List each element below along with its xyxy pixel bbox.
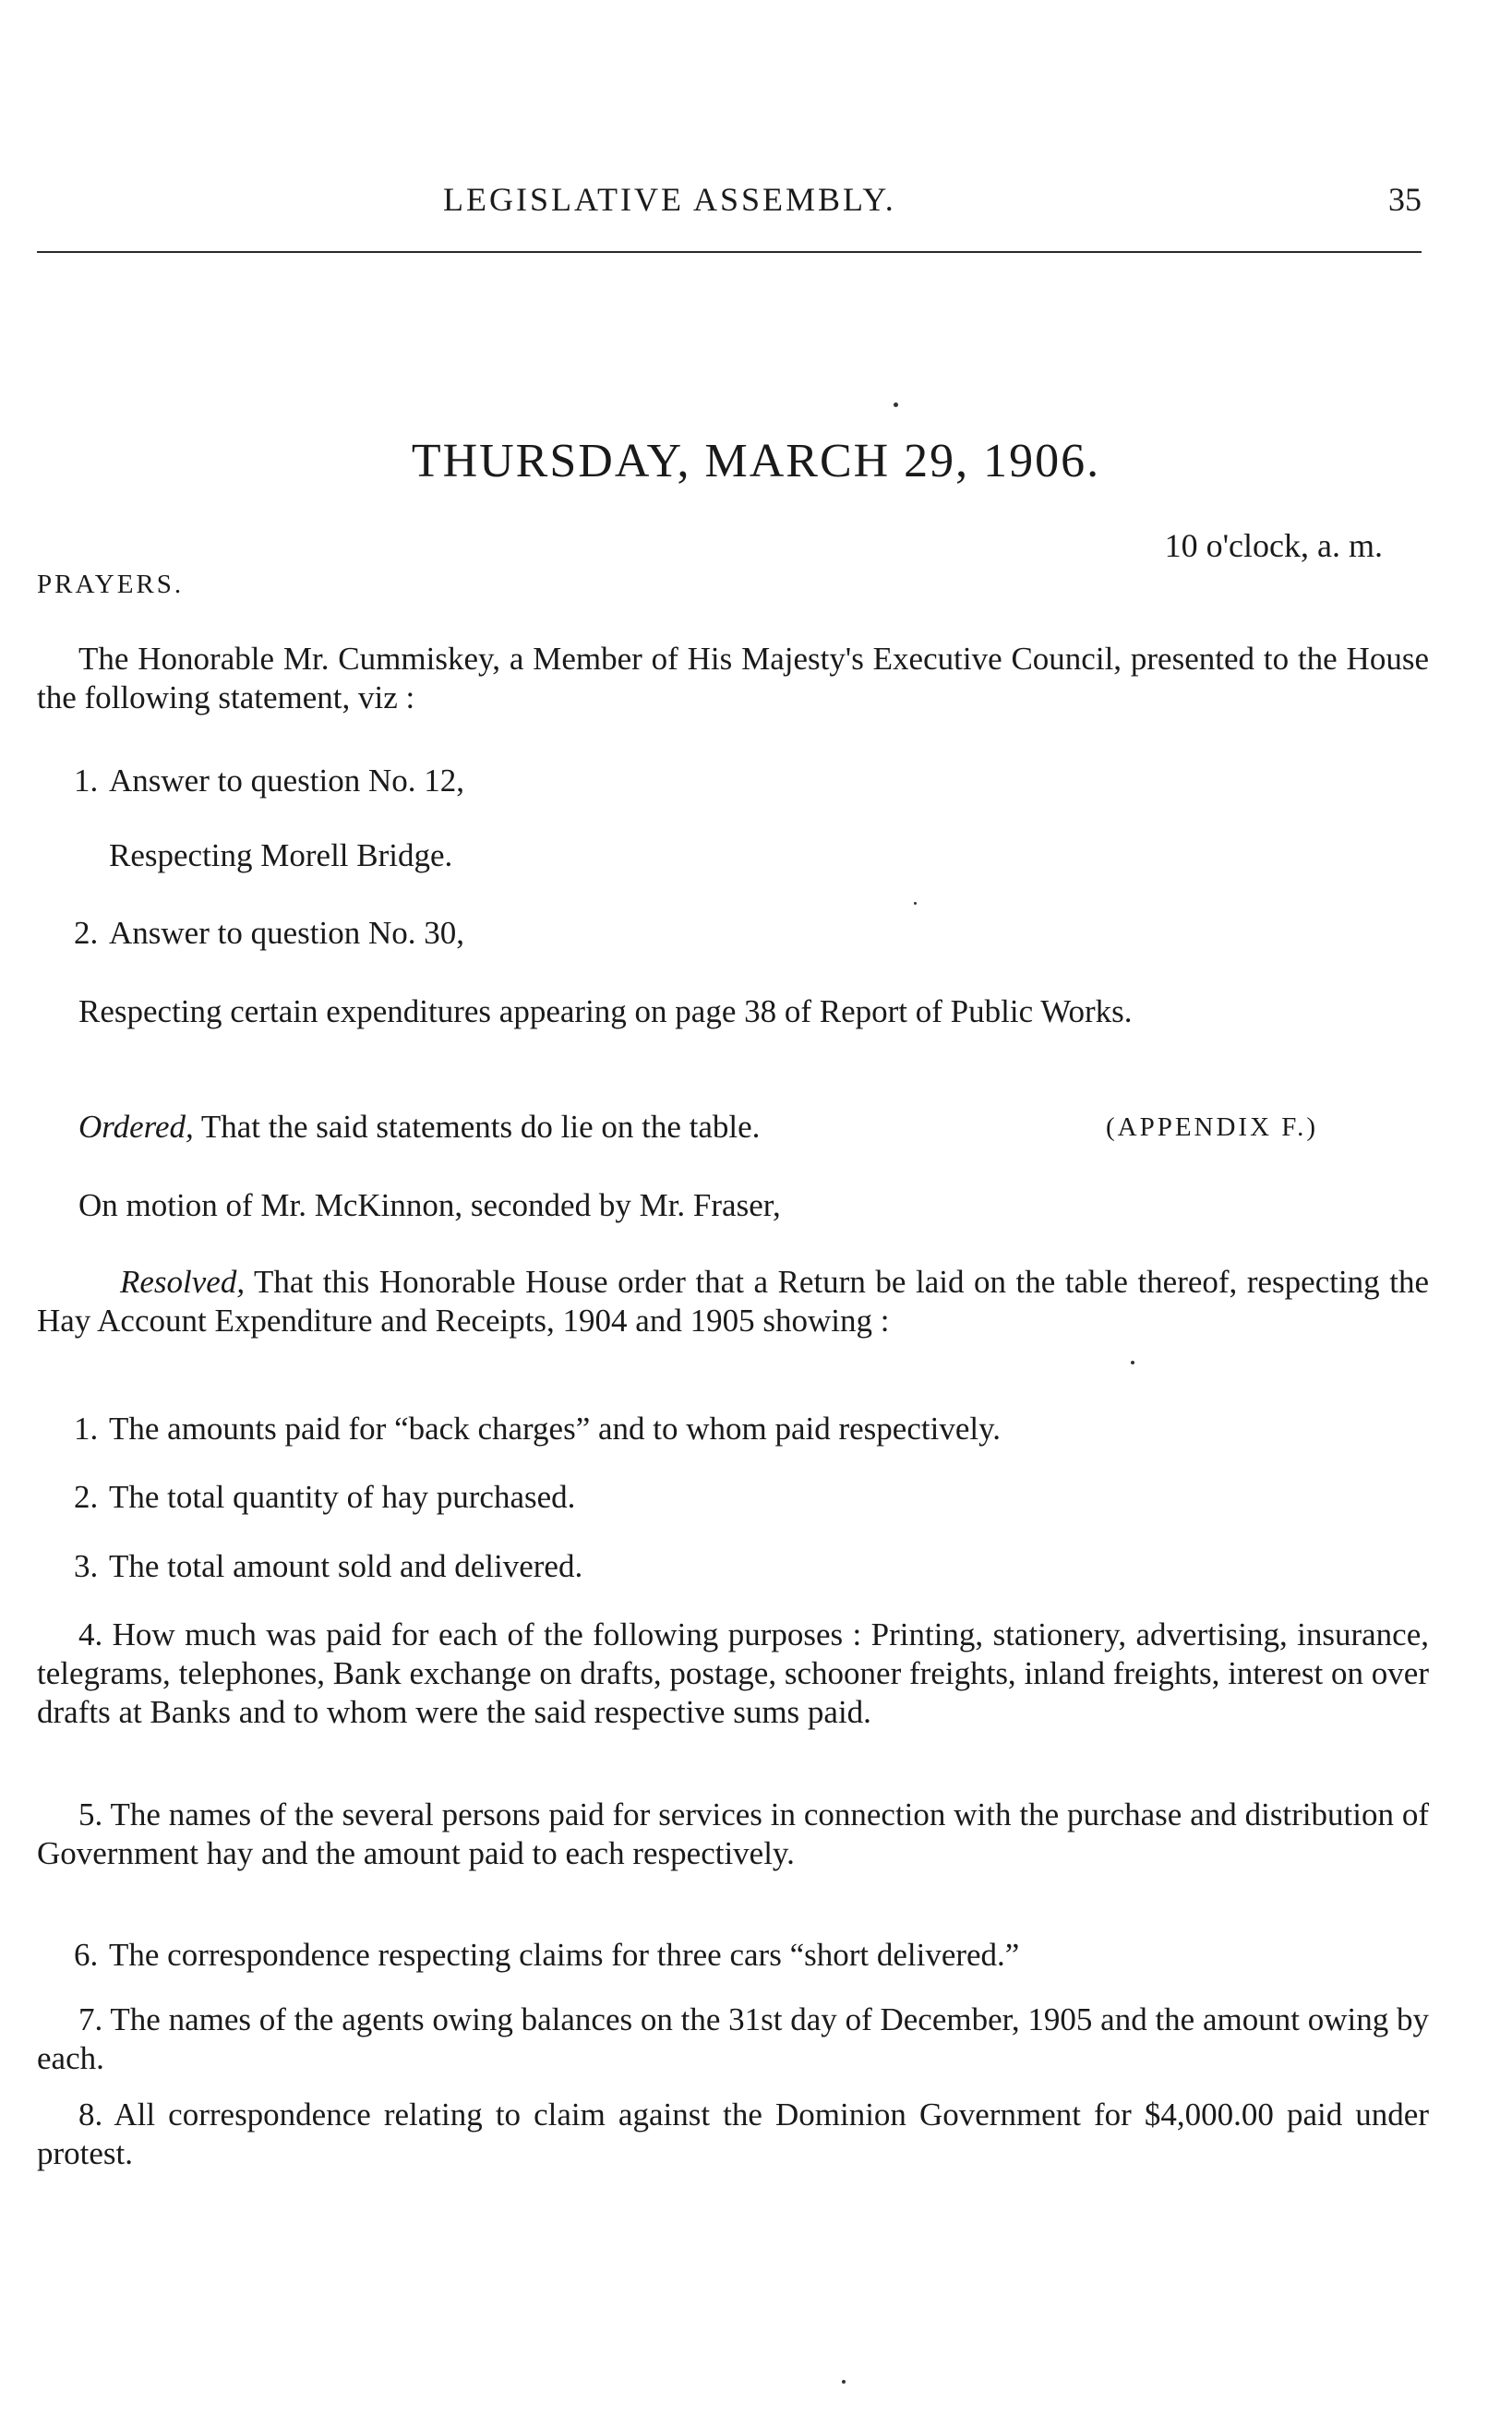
intro-paragraph: The Honorable Mr. Cummiskey, a Member of His Majesty's Executive Council, presented to the House the following statement, viz : <box>37 641 1429 715</box>
ink-speck <box>842 2380 846 2384</box>
item-number: 4. <box>78 1616 103 1652</box>
ordered-text: That the said statements do lie on the table. <box>200 1109 761 1145</box>
item-number: 3. <box>74 1548 99 1584</box>
return-item <box>37 1478 1429 1517</box>
resolved-paragraph <box>37 1263 1429 1340</box>
item-text: All correspondence relating to claim against the Dominion Government for $4,000.00 paid under protest. <box>37 2097 1429 2171</box>
item-number: 8. <box>78 2097 103 2133</box>
ink-speck <box>914 902 917 905</box>
page-header <box>37 180 1422 235</box>
item-number: 7. <box>78 2001 103 2037</box>
appendix-ref: (APPENDIX F.) <box>1105 1112 1318 1142</box>
page-number: 35 <box>1388 181 1422 218</box>
item-number: 1. <box>74 1411 99 1447</box>
return-item <box>37 1796 1429 1873</box>
running-title: LEGISLATIVE ASSEMBLY. <box>443 181 896 218</box>
item-number: 6. <box>74 1937 99 1973</box>
resolved-label: Resolved, <box>120 1264 246 1300</box>
statement-number: 2. <box>74 915 99 951</box>
ink-speck <box>894 402 898 407</box>
item-text: The correspondence respecting claims for three cars “short delivered.” <box>109 1937 1020 1973</box>
motion-paragraph: On motion of Mr. McKinnon, seconded by Mr. Fraser, <box>78 1187 781 1223</box>
return-item <box>37 1410 1429 1448</box>
statement-text: Answer to question No. 12, <box>109 763 464 799</box>
return-item <box>37 2096 1429 2173</box>
statement-item <box>37 836 1429 875</box>
return-item <box>37 1936 1429 1975</box>
ink-speck <box>1131 1361 1134 1364</box>
item-text: The total quantity of hay purchased. <box>109 1479 576 1515</box>
return-item <box>37 2000 1429 2078</box>
resolved-text: That this Honorable House order that a Return be laid on the table thereof, respecting the Hay Account Expenditure and Receipts, 1904 and 1905 showing : <box>37 1264 1429 1339</box>
statement-text: Respecting Morell Bridge. <box>109 837 453 873</box>
item-text: The amounts paid for “back charges” and to whom paid respectively. <box>109 1411 1002 1447</box>
item-text: The names of the agents owing balances on the 31st day of December, 1905 and the amount owing by each. <box>37 2001 1429 2076</box>
statement-text: Respecting certain expenditures appearing on page 38 of Report of Public Works. <box>78 993 1133 1029</box>
item-text: The names of the several persons paid for services in connection with the purchase and distribution of Government hay and the amount paid to each respectively. <box>37 1796 1430 1871</box>
item-number: 2. <box>74 1479 99 1515</box>
header-rule <box>37 251 1422 253</box>
item-text: The total amount sold and delivered. <box>109 1548 583 1584</box>
return-item <box>37 1547 1429 1586</box>
ordered-label: Ordered, <box>78 1109 194 1145</box>
statement-item <box>37 992 1429 1031</box>
date-heading: THURSDAY, MARCH 29, 1906. <box>411 435 1101 487</box>
prayers-label: PRAYERS. <box>37 570 185 599</box>
item-number: 5. <box>78 1796 103 1832</box>
statement-text: Answer to question No. 30, <box>109 915 464 951</box>
ordered-paragraph <box>37 1108 1429 1147</box>
return-item <box>37 1616 1429 1732</box>
statement-item <box>37 762 1429 800</box>
item-text: How much was paid for each of the following purposes : Printing, stationery, advertising, insurance, telegrams, telephones, Bank exchange on drafts, postage, schooner freights, inland freights, interest on over drafts at Banks and to whom were the said respective sums paid. <box>37 1616 1430 1730</box>
session-time: 10 o'clock, a. m. <box>1164 527 1383 564</box>
statement-item <box>37 914 1429 953</box>
statement-number: 1. <box>74 763 99 799</box>
